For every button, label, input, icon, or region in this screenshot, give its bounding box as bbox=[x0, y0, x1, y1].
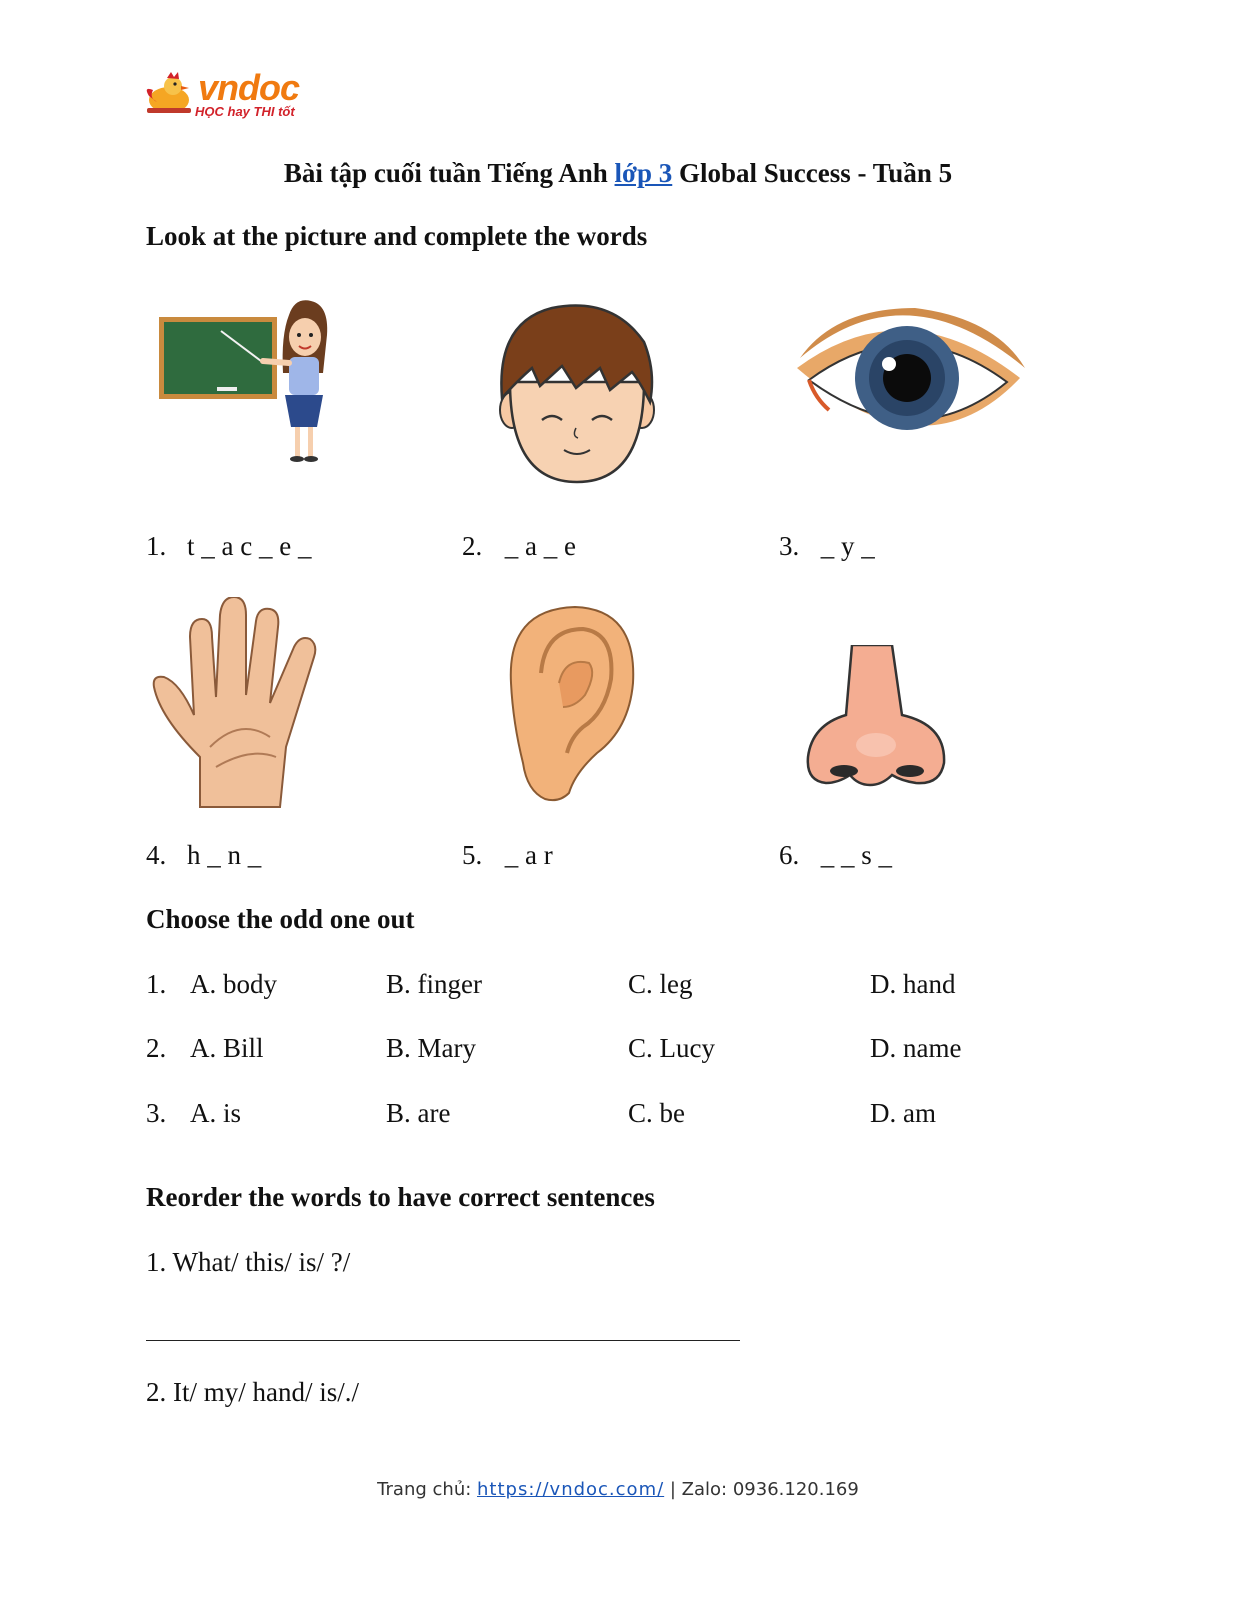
item4-word: h _ n _ bbox=[187, 840, 262, 870]
q1-option-a[interactable]: A. body bbox=[190, 969, 277, 999]
page-title bbox=[0, 156, 1236, 190]
title-text-before: Bài tập cuối tuần Tiếng Anh bbox=[283, 158, 615, 188]
section2-heading: Choose the odd one out bbox=[146, 904, 415, 934]
q2-option-a[interactable]: A. Bill bbox=[190, 1033, 264, 1063]
q1-option-d[interactable]: D. hand bbox=[870, 969, 956, 999]
hand-image bbox=[150, 597, 320, 819]
section3-heading: Reorder the words to have correct sentences bbox=[146, 1182, 655, 1212]
eye-image bbox=[795, 298, 1030, 458]
item3-word: _ y _ bbox=[814, 531, 875, 561]
item6-word: _ _ s _ bbox=[814, 840, 893, 870]
rooster-mascot-icon bbox=[143, 72, 195, 116]
q2-option-b[interactable]: B. Mary bbox=[386, 1033, 476, 1063]
homepage-link[interactable]: https://vndoc.com/ bbox=[477, 1479, 665, 1500]
item3-number: 3. bbox=[779, 531, 800, 561]
teacher-image bbox=[157, 295, 337, 470]
face-image bbox=[492, 302, 662, 486]
page-footer bbox=[0, 1478, 1236, 1502]
q1-option-b[interactable]: B. finger bbox=[386, 969, 482, 999]
brand-tagline: HỌC hay THI tốt bbox=[195, 104, 295, 119]
reorder-item-2: 2. It/ my/ hand/ is/./ bbox=[146, 1377, 359, 1407]
item2-word: _ a _ e bbox=[498, 531, 576, 561]
q3-option-a[interactable]: A. is bbox=[190, 1098, 242, 1128]
q3-option-b[interactable]: B. are bbox=[386, 1098, 451, 1128]
item1-word: t _ a c _ e _ bbox=[187, 531, 312, 561]
q2-option-c[interactable]: C. Lucy bbox=[628, 1033, 715, 1063]
q3-number: 3. bbox=[146, 1098, 167, 1128]
ear-image bbox=[505, 603, 640, 803]
answer-line[interactable] bbox=[146, 1340, 740, 1341]
footer-contact: | Zalo: 0936.120.169 bbox=[664, 1479, 859, 1500]
brand-name: vndoc bbox=[198, 67, 300, 108]
q2-option-d[interactable]: D. name bbox=[870, 1033, 962, 1063]
vndoc-logo[interactable] bbox=[143, 68, 303, 128]
q1-number: 1. bbox=[146, 969, 167, 999]
q3-option-c[interactable]: C. be bbox=[628, 1098, 685, 1128]
q3-option-d[interactable]: D. am bbox=[870, 1098, 936, 1128]
q1-option-c[interactable]: C. leg bbox=[628, 969, 693, 999]
item6-number: 6. bbox=[779, 840, 800, 870]
item5-number: 5. bbox=[462, 840, 483, 870]
grade-link[interactable]: lớp 3 bbox=[614, 158, 673, 188]
item4-number: 4. bbox=[146, 840, 167, 870]
item5-word: _ a r bbox=[498, 840, 553, 870]
nose-image bbox=[806, 645, 956, 790]
item1-number: 1. bbox=[146, 531, 167, 561]
q2-number: 2. bbox=[146, 1033, 167, 1063]
section1-heading: Look at the picture and complete the words bbox=[146, 221, 648, 251]
reorder-item-1: 1. What/ this/ is/ ?/ bbox=[146, 1247, 351, 1277]
title-text-after: Global Success - Tuần 5 bbox=[672, 158, 953, 188]
footer-label: Trang chủ: bbox=[377, 1479, 478, 1500]
item2-number: 2. bbox=[462, 531, 483, 561]
